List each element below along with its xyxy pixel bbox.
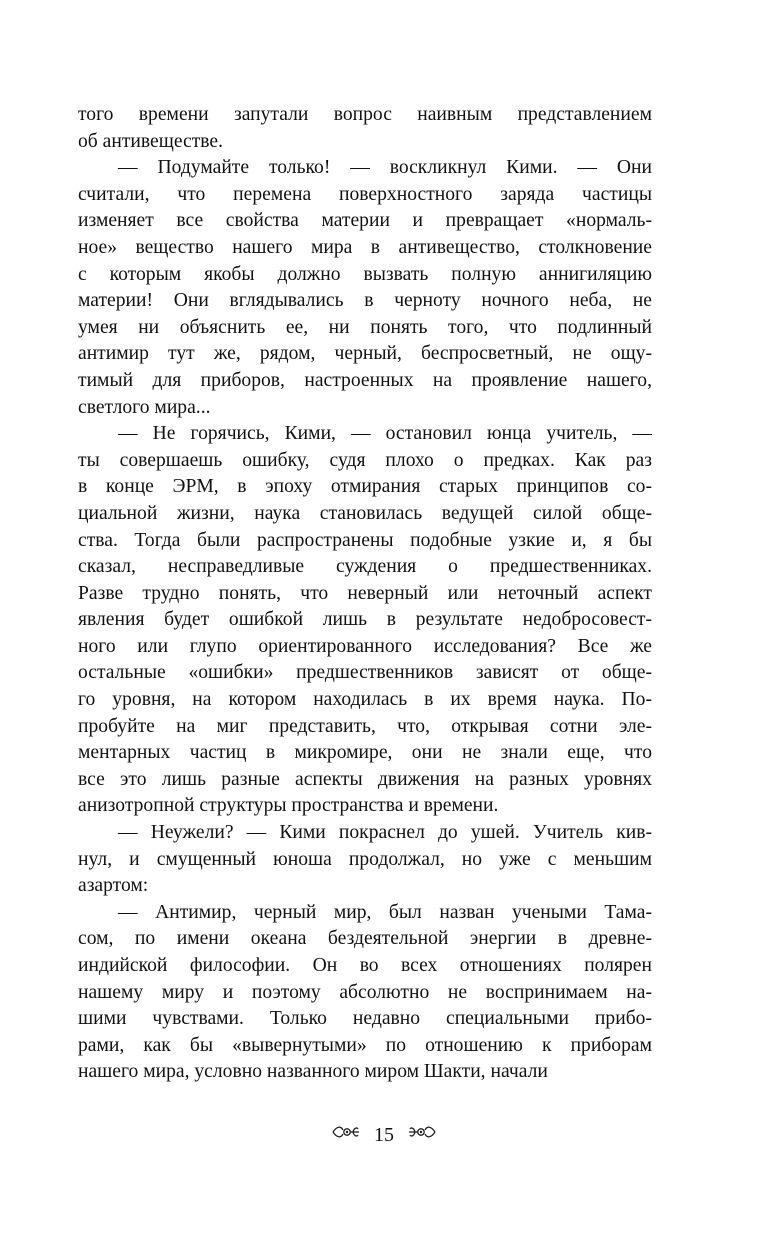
text-line: рами, как бы «вывернутыми» по отношению к приборам xyxy=(78,1034,652,1056)
text-line: — Неужели? — Кими покраснел до ушей. Учитель кив- xyxy=(118,822,652,844)
page-footer xyxy=(0,1122,768,1148)
text-line: изменяет все свойства материи и превращает «нормаль- xyxy=(78,210,652,232)
text-line: остальные «ошибки» предшественников зависят от обще- xyxy=(78,662,652,684)
text-line: ты совершаешь ошибку, судя плохо о предках. Как раз xyxy=(78,449,652,471)
text-line: об антивеществе. xyxy=(78,130,223,152)
floral-ornament-left-icon xyxy=(331,1122,361,1148)
text-line: нашего мира, условно названного миром Шакти, начали xyxy=(78,1061,548,1083)
text-line: — Не горячись, Кими, — остановил юнца учитель, — xyxy=(118,423,652,445)
text-line: ментарных частиц в микромире, они не знали еще, что xyxy=(78,742,652,764)
text-line: сказал, несправедливые суждения о предшественниках. xyxy=(78,556,652,578)
paragraph xyxy=(78,820,652,900)
text-line: того времени запутали вопрос наивным представлением xyxy=(78,104,652,125)
paragraph xyxy=(78,155,652,421)
paragraph xyxy=(78,102,652,155)
text-line: тимый для приборов, настроенных на проявление нашего, xyxy=(78,369,652,391)
text-line: антимир тут же, рядом, черный, беспросветный, не ощу- xyxy=(78,343,652,365)
text-line: материи! Они вглядывались в черноту ночного неба, не xyxy=(78,290,652,312)
text-line: го уровня, на котором находилась в их время наука. По- xyxy=(78,689,652,711)
text-line: азартом: xyxy=(78,875,149,897)
text-line: — Антимир, черный мир, был назван учеными Тама- xyxy=(118,901,652,923)
text-line: ное» вещество нашего мира в антивещество, столкновение xyxy=(78,236,652,258)
text-line: в конце ЭРМ, в эпоху отмирания старых принципов со- xyxy=(78,476,652,498)
text-line: ного или глупо ориентированного исследования? Все же xyxy=(78,635,652,657)
text-line: явления будет ошибкой лишь в результате недобросовест- xyxy=(78,609,652,631)
text-line: индийской философии. Он во всех отношениях полярен xyxy=(78,955,652,976)
paragraph xyxy=(78,421,652,820)
text-line: умея ни объяснить ее, ни понять того, что подлинный xyxy=(78,316,652,338)
text-line: циальной жизни, наука становилась ведущей силой обще- xyxy=(78,502,652,524)
page-number: 15 xyxy=(374,1123,394,1146)
text-line: ства. Тогда были распространены подобные узкие и, я бы xyxy=(78,529,652,551)
text-line: с которым якобы должно вызвать полную аннигиляцию xyxy=(78,263,652,285)
text-line: пробуйте на миг представить, что, открывая сотни эле- xyxy=(78,715,652,737)
text-line: сом, по имени океана бездеятельной энергии в древне- xyxy=(78,928,652,950)
body-text xyxy=(78,102,652,1086)
text-line: все это лишь разные аспекты движения на разных уровнях xyxy=(78,768,652,790)
floral-ornament-right-icon xyxy=(407,1122,437,1148)
text-line: светлого мира... xyxy=(78,396,211,418)
text-line: нашему миру и поэтому абсолютно не воспринимаем на- xyxy=(78,981,652,1003)
text-line: нул, и смущенный юноша продолжал, но уже с меньшим xyxy=(78,848,652,870)
text-line: считали, что перемена поверхностного заряда частицы xyxy=(78,183,652,205)
text-line: шими чувствами. Только недавно специальными прибо- xyxy=(78,1008,652,1030)
text-line: — Подумайте только! — воскликнул Кими. — Они xyxy=(118,157,652,179)
paragraph xyxy=(78,900,652,1086)
text-line: анизотропной структуры пространства и времени. xyxy=(78,795,499,817)
text-line: Разве трудно понять, что неверный или неточный аспект xyxy=(78,582,652,604)
